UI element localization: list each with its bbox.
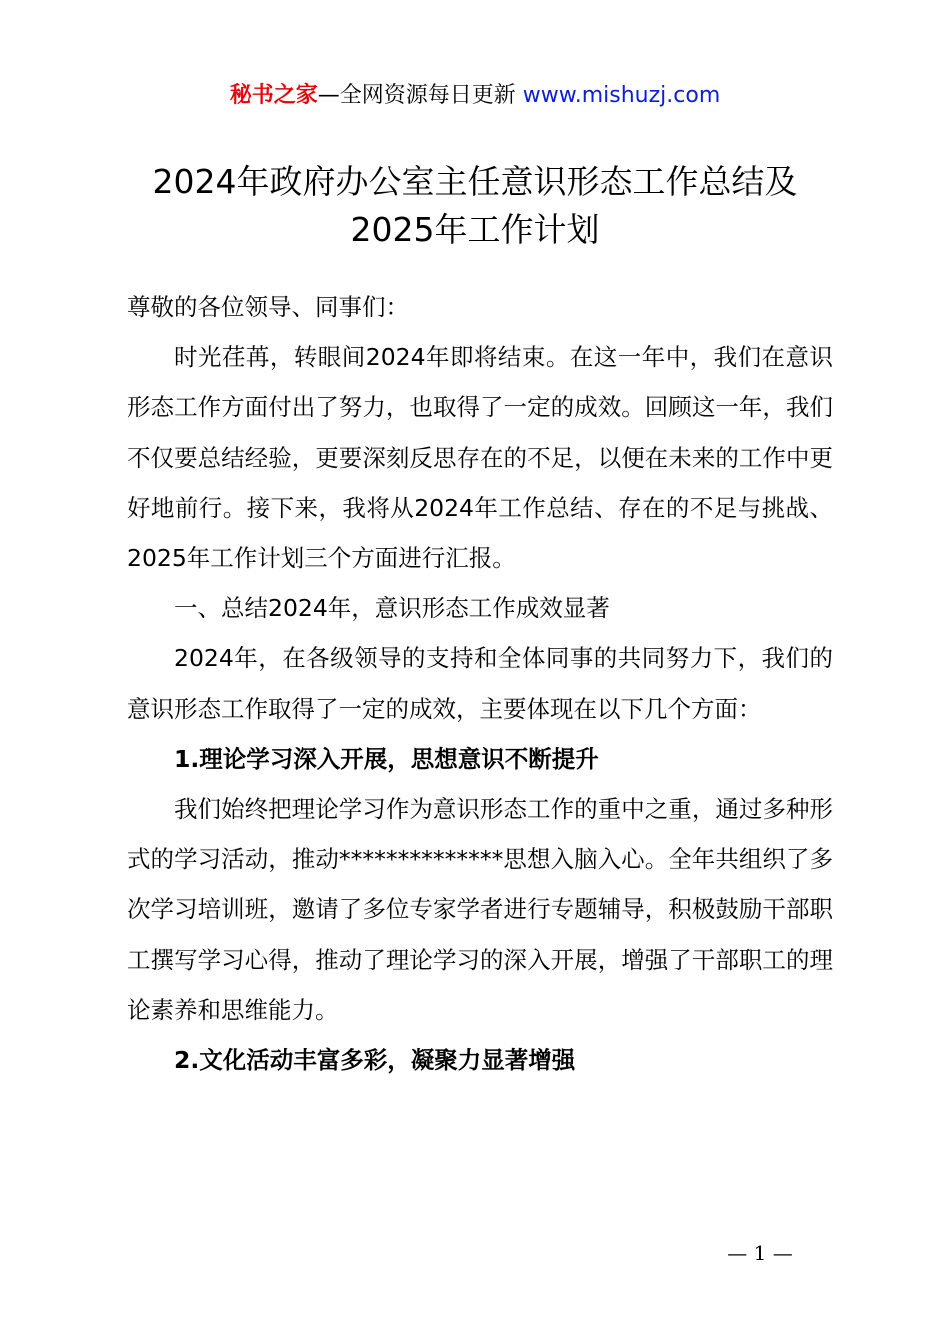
page-number: — 1 — [727, 1241, 793, 1265]
subsection-2-heading: 2.文化活动丰富多彩，凝聚力显著增强 [174, 1046, 576, 1075]
header-tagline: —全网资源每日更新 [317, 83, 516, 108]
subsection-1-body: 我们始终把理论学习作为意识形态工作的重中之重，通过多种形式的学习活动，推动**************思想入脑入心。全年共组织了多次学习培训班，邀请了多位专家学者进行专题辅导，积极鼓励干部职工撰写学习心得，推动了理论学习的深入开展，增强了干部职工的理论素养和思维能力。 [127, 795, 833, 1024]
brand-name: 秘书之家 [229, 83, 318, 108]
salutation: 尊敬的各位领导、同事们： [127, 293, 409, 321]
section-1-heading: 一、总结2024年，意识形态工作成效显著 [174, 594, 610, 623]
document-body [127, 282, 833, 1085]
title-line-1: 2024年政府办公室主任意识形态工作总结及 [152, 162, 798, 201]
title-line-2: 2025年工作计划 [350, 210, 600, 249]
subsection-1-heading: 1.理论学习深入开展，思想意识不断提升 [174, 744, 599, 773]
document-title [100, 158, 850, 254]
site-header [0, 80, 950, 112]
section-1-intro: 2024年，在各级领导的支持和全体同事的共同努力下，我们的意识形态工作取得了一定的成效，主要体现在以下几个方面： [127, 644, 833, 723]
site-url-link[interactable]: www.mishuzj.com [522, 83, 721, 108]
intro-paragraph: 时光荏苒，转眼间2024年即将结束。在这一年中，我们在意识形态工作方面付出了努力，也取得了一定的成效。回顾这一年，我们不仅要总结经验，更要深刻反思存在的不足，以便在未来的工作中更好地前行。接下来，我将从2024年工作总结、存在的不足与挑战、2025年工作计划三个方面进行汇报。 [127, 343, 833, 573]
